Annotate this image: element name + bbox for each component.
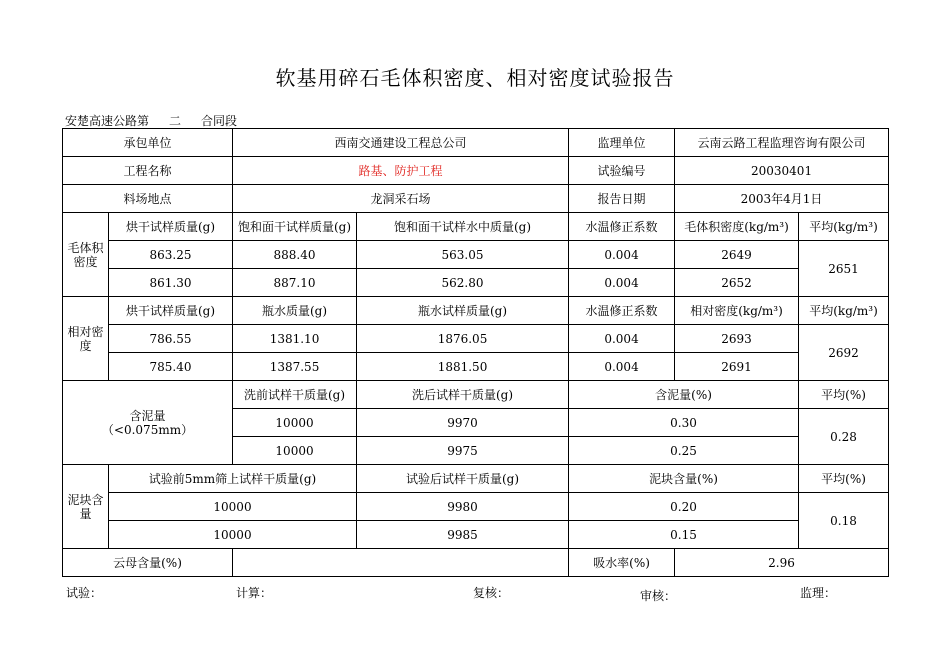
report-table <box>62 128 889 577</box>
mud-content-title: 含泥量 <box>129 408 166 423</box>
project-value: 路基、防护工程 <box>233 157 569 185</box>
table-cell: 1387.55 <box>233 353 357 381</box>
table-cell: 562.80 <box>357 269 569 297</box>
mica-absorption-row <box>63 549 889 577</box>
table-cell: 10000 <box>233 409 357 437</box>
table-cell: 887.10 <box>233 269 357 297</box>
signature-calc: 计算： <box>236 586 273 600</box>
table-cell: 10000 <box>109 493 357 521</box>
table-cell: 0.004 <box>569 241 675 269</box>
table-header-cell: 试验前5mm筛上试样干质量(g) <box>109 465 357 493</box>
table-row <box>63 241 889 269</box>
contract-prefix: 安楚高速公路第 <box>65 114 150 128</box>
table-header-cell: 瓶水试样质量(g) <box>357 297 569 325</box>
table-header-cell: 饱和面干试样水中质量(g) <box>357 213 569 241</box>
contractor-label: 承包单位 <box>63 129 233 157</box>
absorption-label: 吸水率(%) <box>569 549 675 577</box>
table-header-cell: 饱和面干试样质量(g) <box>233 213 357 241</box>
table-cell: 0.004 <box>569 353 675 381</box>
relative-density-average: 2692 <box>799 325 889 381</box>
table-header-cell: 平均(kg/m³) <box>799 297 889 325</box>
mica-value <box>233 549 569 577</box>
table-header-cell: 平均(kg/m³) <box>799 213 889 241</box>
table-cell: 9985 <box>357 521 569 549</box>
mud-content-average: 0.28 <box>799 409 889 465</box>
table-cell: 563.05 <box>357 241 569 269</box>
mud-content-label <box>63 381 233 465</box>
info-row-project <box>63 157 889 185</box>
table-cell: 2691 <box>675 353 799 381</box>
table-cell: 1876.05 <box>357 325 569 353</box>
table-cell: 2649 <box>675 241 799 269</box>
table-cell: 2652 <box>675 269 799 297</box>
table-header-cell: 洗后试样干质量(g) <box>357 381 569 409</box>
table-cell: 0.25 <box>569 437 799 465</box>
site-value: 龙洞采石场 <box>233 185 569 213</box>
table-header-cell: 水温修正系数 <box>569 213 675 241</box>
mica-label: 云母含量(%) <box>63 549 233 577</box>
signature-audit: 审核： <box>640 589 677 603</box>
table-cell: 888.40 <box>233 241 357 269</box>
table-cell: 9980 <box>357 493 569 521</box>
table-cell: 786.55 <box>109 325 233 353</box>
table-cell: 1881.50 <box>357 353 569 381</box>
table-header-cell: 烘干试样质量(g) <box>109 297 233 325</box>
table-row <box>63 521 889 549</box>
contract-section <box>65 112 237 129</box>
table-header-cell: 平均(%) <box>799 381 889 409</box>
table-cell: 0.30 <box>569 409 799 437</box>
site-label: 料场地点 <box>63 185 233 213</box>
relative-density-header-row <box>63 297 889 325</box>
clay-lump-label: 泥块含量 <box>63 465 109 549</box>
relative-density-label: 相对密度 <box>63 297 109 381</box>
table-cell: 9970 <box>357 409 569 437</box>
signature-review: 复核： <box>473 586 510 600</box>
test-no-label: 试验编号 <box>569 157 675 185</box>
contract-suffix: 合同段 <box>201 114 238 128</box>
test-no-value: 20030401 <box>675 157 889 185</box>
table-cell: 861.30 <box>109 269 233 297</box>
table-cell: 0.004 <box>569 269 675 297</box>
contractor-value: 西南交通建设工程总公司 <box>233 129 569 157</box>
report-title: 软基用碎石毛体积密度、相对密度试验报告 <box>275 66 675 90</box>
bulk-density-label: 毛体积密度 <box>63 213 109 297</box>
table-cell: 10000 <box>109 521 357 549</box>
signature-supervision: 监理： <box>800 586 837 600</box>
table-cell: 2693 <box>675 325 799 353</box>
table-header-cell: 烘干试样质量(g) <box>109 213 233 241</box>
table-row <box>63 325 889 353</box>
table-header-cell: 水温修正系数 <box>569 297 675 325</box>
report-date-label: 报告日期 <box>569 185 675 213</box>
table-row <box>63 493 889 521</box>
table-cell: 9975 <box>357 437 569 465</box>
bulk-density-average: 2651 <box>799 241 889 297</box>
mud-content-sublabel: （<0.075mm） <box>101 422 194 437</box>
table-cell: 0.004 <box>569 325 675 353</box>
info-row-site <box>63 185 889 213</box>
table-row <box>63 269 889 297</box>
table-cell: 10000 <box>233 437 357 465</box>
contract-number: 二 <box>149 115 201 129</box>
table-cell: 1381.10 <box>233 325 357 353</box>
signature-test: 试验： <box>66 586 103 600</box>
table-header-cell: 试验后试样干质量(g) <box>357 465 569 493</box>
report-date-value: 2003年4月1日 <box>675 185 889 213</box>
table-row <box>63 353 889 381</box>
mud-content-header-row <box>63 381 889 409</box>
table-header-cell: 含泥量(%) <box>569 381 799 409</box>
absorption-value: 2.96 <box>675 549 889 577</box>
supervisor-label: 监理单位 <box>569 129 675 157</box>
info-row-contractor <box>63 129 889 157</box>
table-header-cell: 瓶水质量(g) <box>233 297 357 325</box>
table-header-cell: 泥块含量(%) <box>569 465 799 493</box>
table-cell: 863.25 <box>109 241 233 269</box>
table-header-cell: 平均(%) <box>799 465 889 493</box>
table-cell: 785.40 <box>109 353 233 381</box>
clay-lump-header-row <box>63 465 889 493</box>
table-header-cell: 毛体积密度(kg/m³) <box>675 213 799 241</box>
bulk-density-header-row <box>63 213 889 241</box>
project-label: 工程名称 <box>63 157 233 185</box>
table-cell: 0.15 <box>569 521 799 549</box>
clay-lump-average: 0.18 <box>799 493 889 549</box>
table-cell: 0.20 <box>569 493 799 521</box>
table-header-cell: 相对密度(kg/m³) <box>675 297 799 325</box>
table-header-cell: 洗前试样干质量(g) <box>233 381 357 409</box>
supervisor-value: 云南云路工程监理咨询有限公司 <box>675 129 889 157</box>
